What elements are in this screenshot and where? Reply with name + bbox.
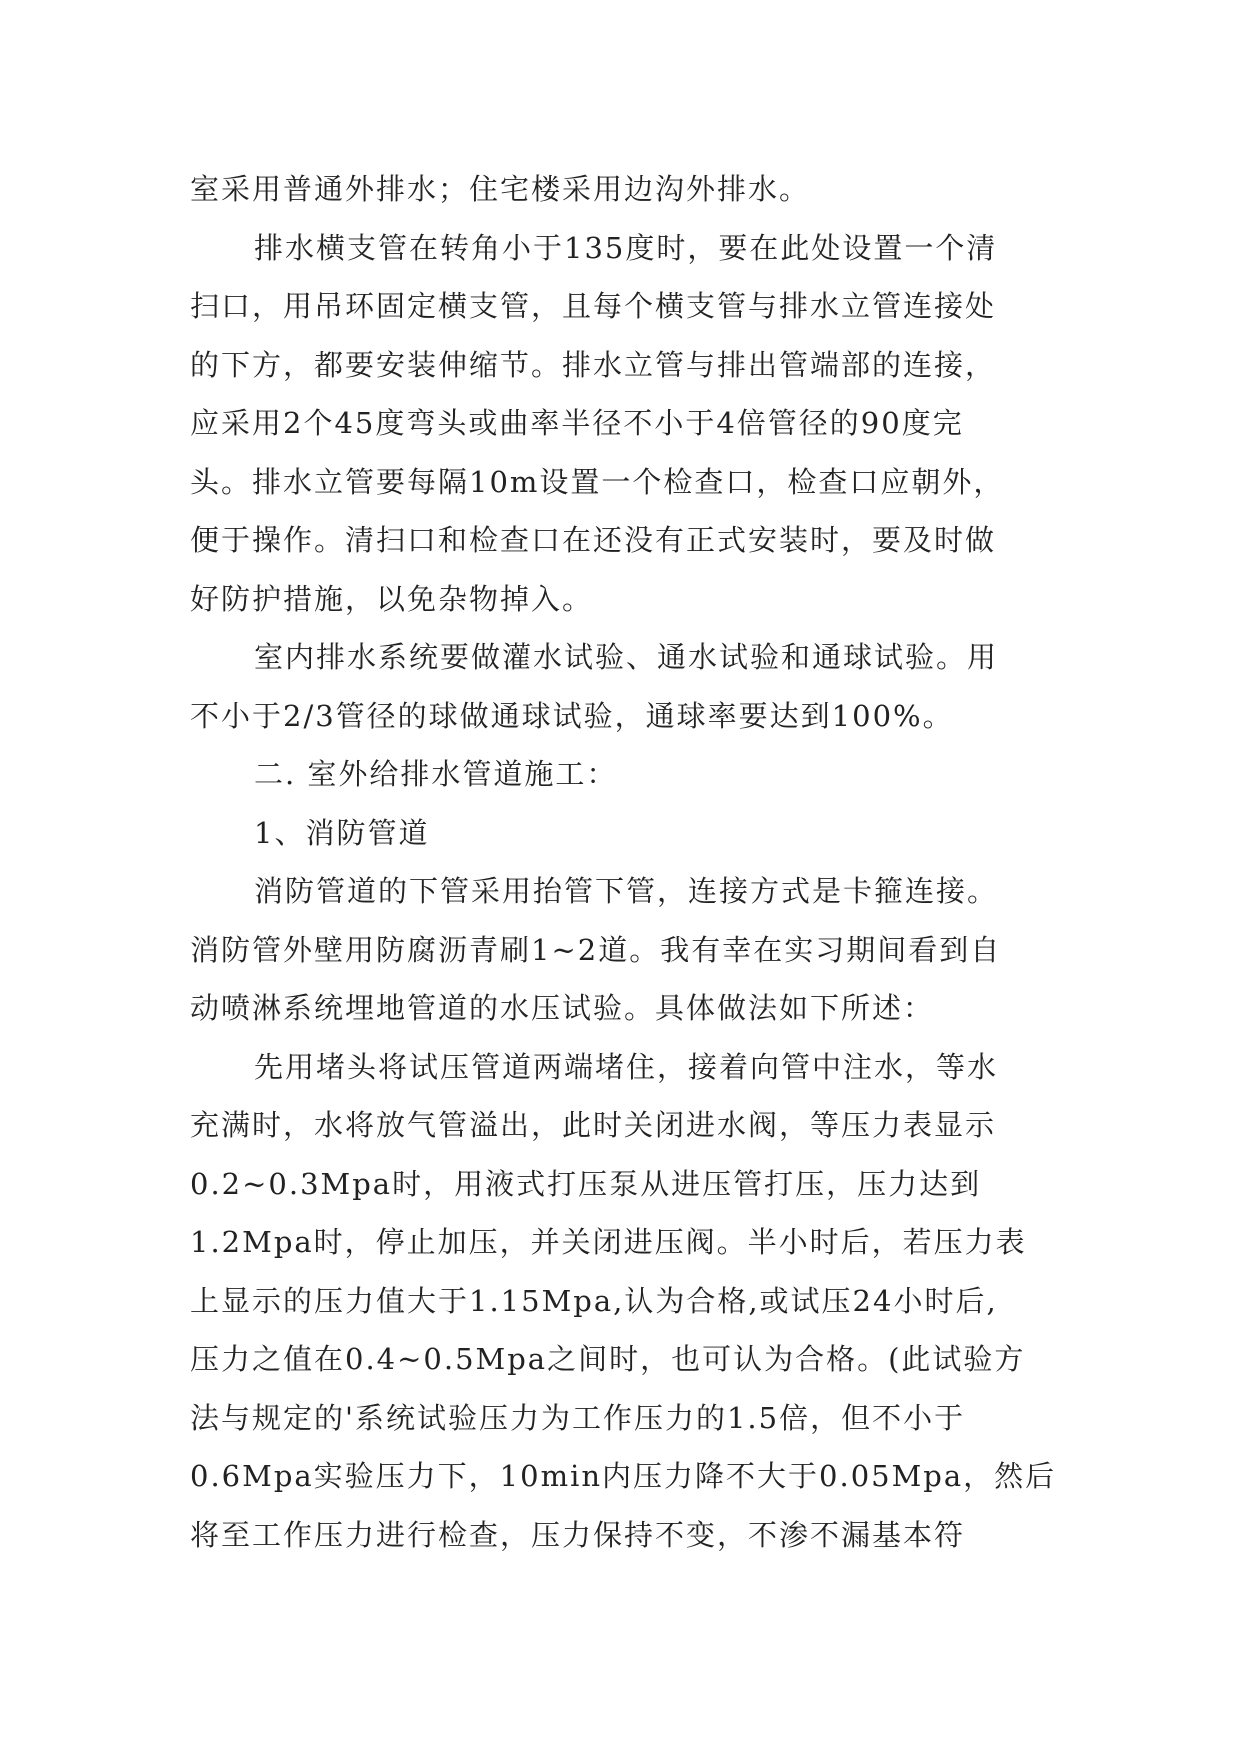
text-line: 扫口，用吊环固定横支管，且每个横支管与排水立管连接处 [190, 289, 997, 323]
text-line: 0.6Mpa实验压力下，10min内压力降不大于0.05Mpa，然后 [190, 1459, 1057, 1493]
text-line: 头。排水立管要每隔10m设置一个检查口，检查口应朝外， [190, 464, 1005, 499]
text-line: 室采用普通外排水；住宅楼采用边沟外排水。 [190, 172, 811, 206]
text-line: 上显示的压力值大于1.15Mpa,认为合格,或试压24小时后, [190, 1283, 998, 1318]
text-line: 二. 室外给排水管道施工： [254, 757, 618, 791]
text-line: 便于操作。清扫口和检查口在还没有正式安装时，要及时做 [190, 523, 997, 557]
text-line: 将至工作压力进行检查，压力保持不变，不渗不漏基本符 [190, 1517, 966, 1552]
text-line: 好防护措施，以免杂物掉入。 [190, 581, 594, 616]
text-line: 先用堵头将试压管道两端堵住，接着向管中注水，等水 [254, 1049, 999, 1084]
text-line: 充满时，水将放气管溢出，此时关闭进水阀，等压力表显示 [190, 1108, 997, 1142]
text-line: 排水横支管在转角小于135度时，要在此处设置一个清 [254, 230, 998, 265]
text-line: 法与规定的'系统试验压力为工作压力的1.5倍，但不小于 [190, 1400, 966, 1435]
text-line: 室内排水系统要做灌水试验、通水试验和通球试验。用 [254, 640, 999, 674]
text-line: 动喷淋系统埋地管道的水压试验。具体做法如下所述： [190, 991, 935, 1025]
text-line: 消防管道的下管采用抬管下管，连接方式是卡箍连接。 [254, 874, 999, 908]
text-line: 消防管外壁用防腐沥青刷1~2道。我有幸在实习期间看到自 [190, 932, 1002, 967]
text-line: 1、消防管道 [254, 815, 430, 850]
text-line: 0.2~0.3Mpa时，用液式打压泵从进压管打压，压力达到 [190, 1166, 982, 1201]
text-line: 的下方，都要安装伸缩节。排水立管与排出管端部的连接， [190, 347, 997, 382]
text-line: 1.2Mpa时，停止加压，并关闭进压阀。半小时后，若压力表 [190, 1225, 1027, 1259]
text-line: 压力之值在0.4~0.5Mpa之间时，也可认为合格。(此试验方 [190, 1342, 1026, 1376]
text-line: 应采用2个45度弯头或曲率半径不小于4倍管径的90度完 [190, 406, 964, 440]
document-body [190, 160, 1057, 1564]
text-line: 不小于2/3管径的球做通球试验，通球率要达到100%。 [190, 698, 954, 733]
